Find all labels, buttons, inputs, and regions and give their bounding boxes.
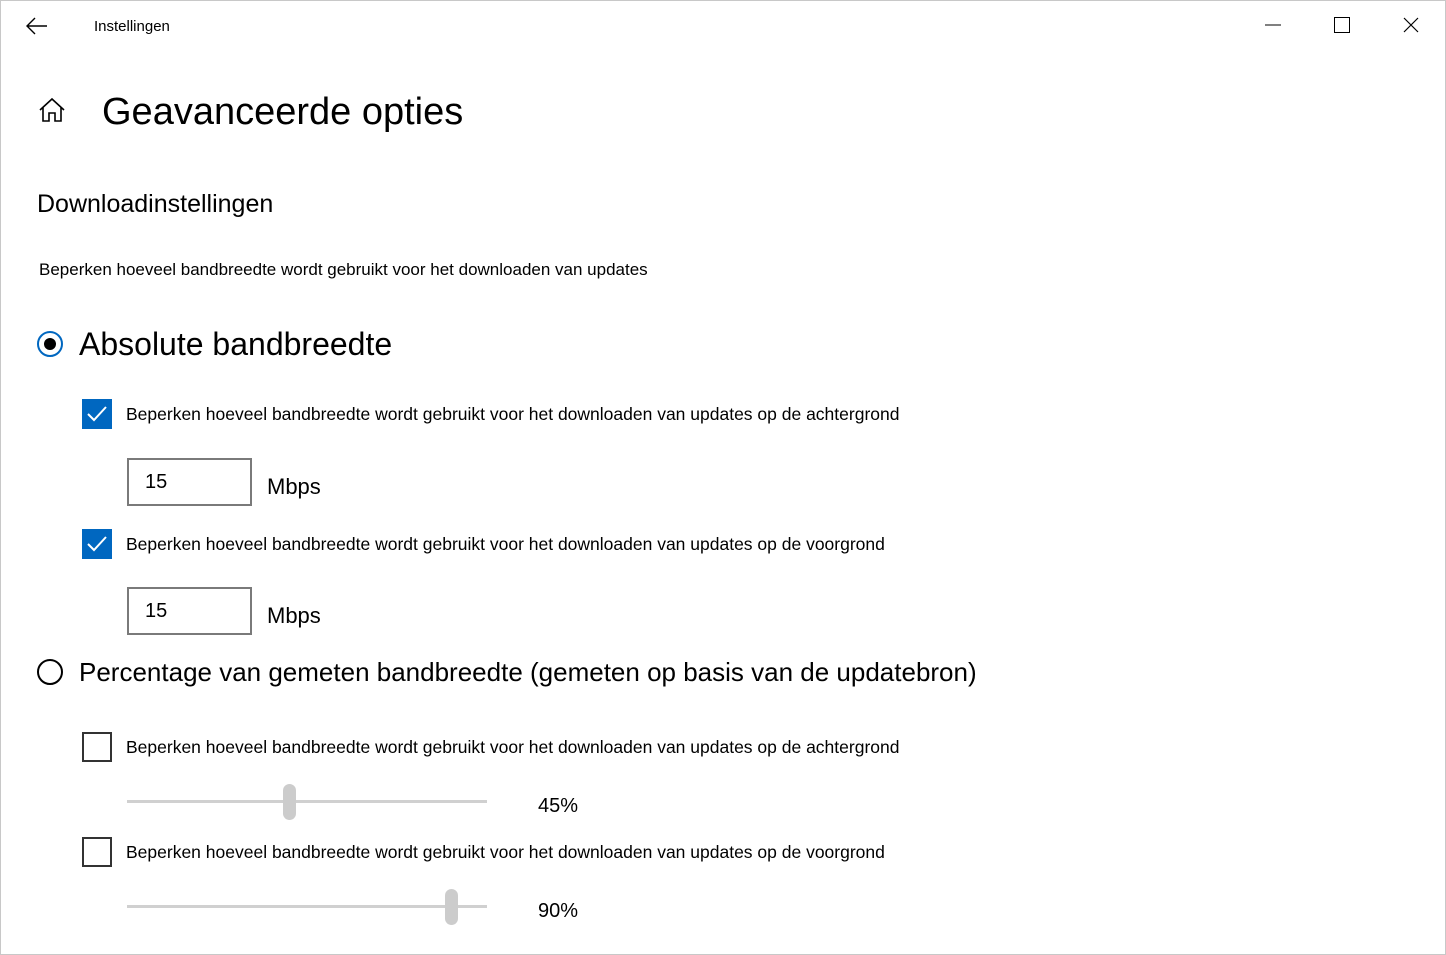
- back-button[interactable]: [15, 7, 59, 45]
- checkbox-absolute-foreground[interactable]: [82, 529, 885, 559]
- checkbox-label: Beperken hoeveel bandbreedte wordt gebruikt voor het downloaden van updates op de voorgrond: [126, 842, 885, 862]
- checkbox-label: Beperken hoeveel bandbreedte wordt gebruikt voor het downloaden van updates op de voorgrond: [126, 534, 885, 554]
- section-description: Beperken hoeveel bandbreedte wordt gebruikt voor het downloaden van updates: [39, 260, 648, 279]
- radio-absolute-label: Absolute bandbreedte: [79, 326, 393, 362]
- checkbox-label: Beperken hoeveel bandbreedte wordt gebruikt voor het downloaden van updates op de achtergrond: [126, 737, 900, 757]
- home-button[interactable]: [33, 91, 71, 129]
- unit-label: Mbps: [267, 474, 321, 499]
- section-title: Downloadinstellingen: [37, 190, 274, 218]
- checkbox-unchecked[interactable]: [82, 732, 112, 762]
- app-title: Instellingen: [94, 18, 170, 35]
- home-icon: [38, 97, 66, 123]
- checkbox-unchecked[interactable]: [82, 837, 112, 867]
- radio-percentage-label: Percentage van gemeten bandbreedte (gemeten op basis van de updatebron): [79, 657, 977, 687]
- checkbox-absolute-background[interactable]: [82, 399, 899, 429]
- slider-track: [127, 905, 487, 908]
- radio-absolute-bandwidth[interactable]: [37, 324, 392, 364]
- close-icon: [1403, 17, 1419, 33]
- close-button[interactable]: [1377, 1, 1445, 49]
- checkbox-percentage-background[interactable]: [82, 732, 899, 762]
- slider-value: 90%: [538, 900, 579, 922]
- background-percentage-slider[interactable]: [127, 784, 487, 820]
- checkbox-percentage-foreground[interactable]: [82, 837, 885, 867]
- background-mbps-input[interactable]: [127, 458, 252, 506]
- radio-button-selected[interactable]: [37, 331, 63, 357]
- minimize-button[interactable]: [1239, 1, 1307, 49]
- title-bar: [1, 1, 1445, 51]
- slider-value: 45%: [538, 795, 579, 817]
- radio-percentage-bandwidth[interactable]: [37, 655, 977, 689]
- slider-track: [127, 800, 487, 803]
- checkmark-icon: [86, 535, 108, 553]
- foreground-mbps-input[interactable]: [127, 587, 252, 635]
- page-title: Geavanceerde opties: [102, 91, 464, 133]
- slider-thumb[interactable]: [445, 889, 458, 925]
- checkbox-label: Beperken hoeveel bandbreedte wordt gebruikt voor het downloaden van updates op de achtergrond: [126, 404, 900, 424]
- slider-thumb[interactable]: [283, 784, 296, 820]
- minimize-icon: [1265, 17, 1281, 33]
- foreground-limit-row: [127, 587, 321, 635]
- checkbox-checked[interactable]: [82, 529, 112, 559]
- maximize-button[interactable]: [1308, 1, 1376, 49]
- checkbox-checked[interactable]: [82, 399, 112, 429]
- radio-dot: [44, 338, 56, 350]
- radio-button-unselected[interactable]: [37, 659, 63, 685]
- unit-label: Mbps: [267, 603, 321, 628]
- maximize-icon: [1334, 17, 1350, 33]
- foreground-percentage-slider[interactable]: [127, 889, 487, 925]
- checkmark-icon: [86, 405, 108, 423]
- background-limit-row: [127, 458, 321, 506]
- back-arrow-icon: [26, 17, 48, 35]
